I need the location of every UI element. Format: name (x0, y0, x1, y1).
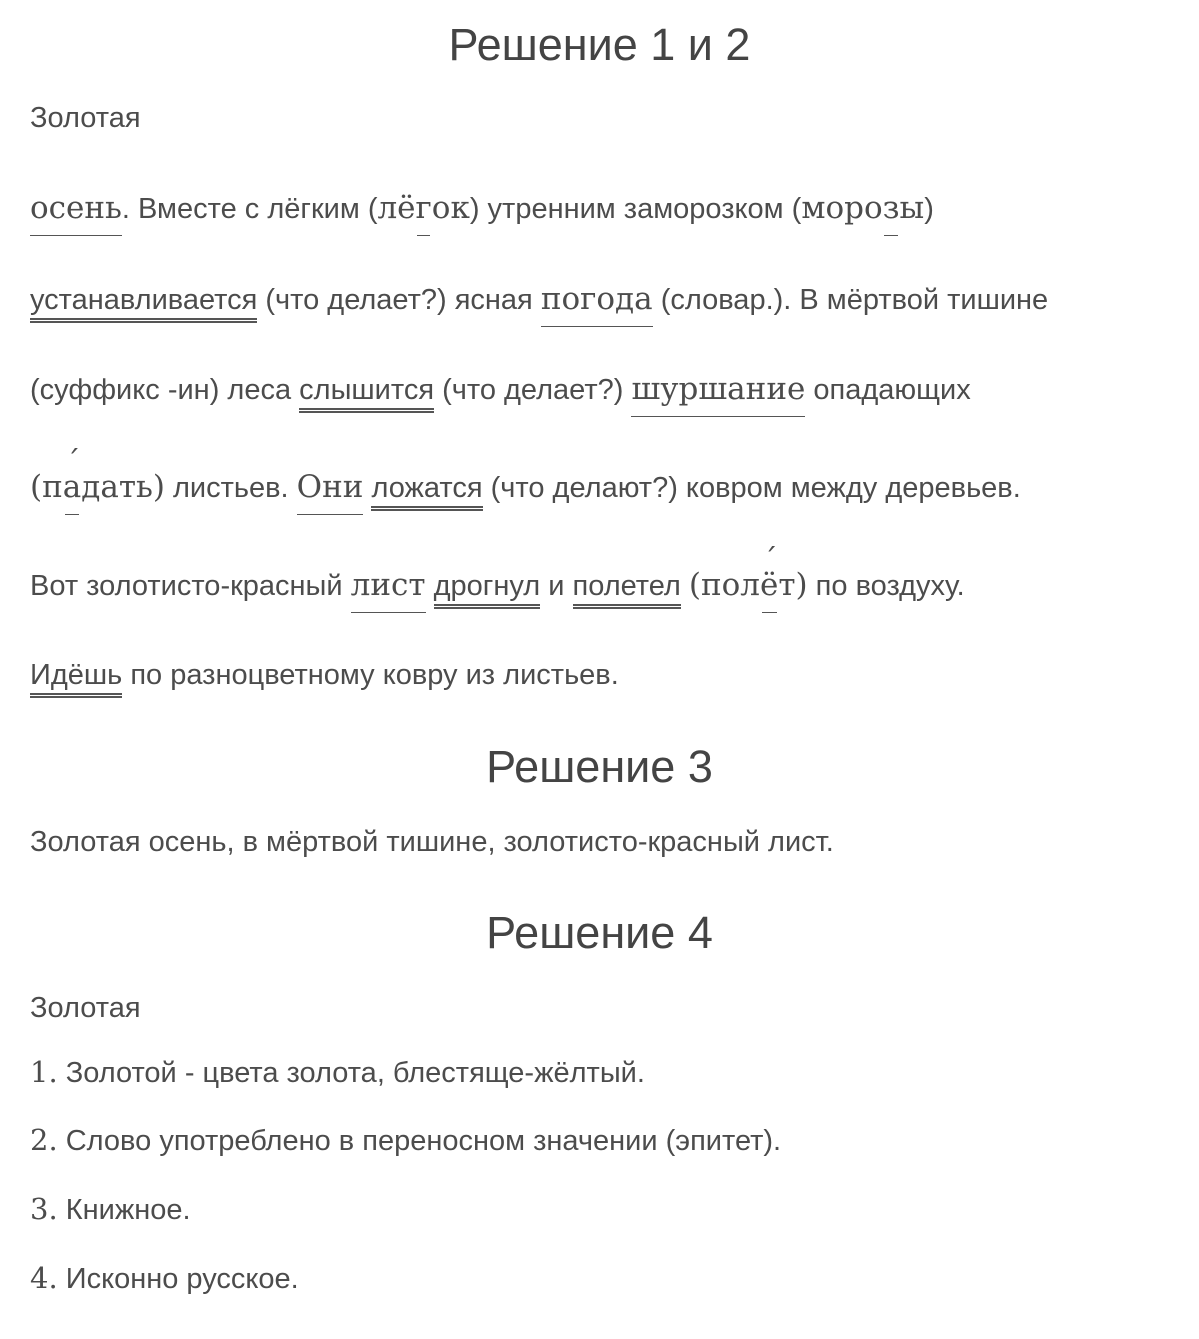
paragraph-line (30, 469, 1021, 505)
predicate-word: слышится (299, 374, 434, 413)
predicate-word: Идёшь (30, 659, 122, 698)
check-word (30, 469, 165, 505)
text-fragment: листьев. (164, 472, 297, 504)
predicate-word: ложатся (371, 472, 482, 511)
list-item (30, 1261, 299, 1295)
list-item (30, 1055, 645, 1089)
check-word (801, 190, 924, 226)
list-number: 1. (30, 1055, 58, 1089)
list-number: 2. (30, 1123, 58, 1157)
list-text: Книжное. (57, 1194, 191, 1226)
text-fragment: и (540, 570, 573, 602)
list-number: 4. (30, 1261, 58, 1295)
heading-solution-4: Решение 4 (486, 907, 713, 958)
check-word (377, 190, 469, 226)
check-word-part: моро (801, 190, 883, 226)
check-word-part: (пол (688, 567, 761, 603)
stressed-letter: ´ ё (760, 570, 778, 601)
subject-word: Они (296, 469, 364, 505)
subject-word: погода (540, 281, 653, 317)
text-fragment: ) (924, 193, 934, 225)
subject-word: осень (30, 190, 122, 226)
paragraph-line (30, 190, 934, 226)
text-fragment: (что делают?) ковром между деревьев. (482, 472, 1021, 504)
text-fragment: Золотая осень, в мёртвой тишине, золотисто-красный лист. (30, 826, 834, 858)
list-text: Исконно русское. (57, 1263, 299, 1295)
check-word-part: лё (377, 190, 416, 226)
subject-word: шуршание (631, 371, 806, 407)
list-text: Слово употреблено в переносном значении (эпитет). (57, 1125, 782, 1157)
check-word-part: ок (431, 190, 470, 226)
check-word-part: дать) (81, 469, 165, 505)
list-number: 3. (30, 1192, 58, 1226)
text-fragment: Золотая (30, 102, 141, 134)
text-fragment: опадающих (805, 374, 971, 406)
list-item (30, 1123, 782, 1157)
subject-word: лист (350, 567, 426, 603)
predicate-word: дрогнул (434, 570, 541, 609)
list-text: Золотой - цвета золота, блестяще-жёлтый. (57, 1057, 645, 1089)
marked-letter: г (415, 190, 432, 226)
text-fragment: ) утренним заморозком ( (469, 193, 802, 225)
predicate-word: устанавливается (30, 284, 257, 323)
text-fragment: по разноцветному ковру из листьев. (122, 659, 619, 691)
text-fragment: Золотая (30, 992, 141, 1024)
paragraph-line (30, 104, 141, 133)
text-fragment: по воздуху. (807, 570, 965, 602)
stressed-letter: ´ а (63, 472, 81, 503)
text-fragment: (что делает?) ясная (257, 284, 541, 316)
heading-solution-3: Решение 3 (486, 741, 713, 792)
predicate-word: полетел (573, 570, 681, 609)
text-fragment: (что делает?) (434, 374, 632, 406)
text-fragment: Вот золотисто-красный (30, 570, 351, 602)
check-word (689, 567, 808, 603)
paragraph-line (30, 567, 965, 603)
paragraph-line (30, 371, 971, 407)
paragraph-line (30, 828, 834, 857)
paragraph-line (30, 661, 619, 690)
text-fragment: (словар.). В мёртвой тишине (652, 284, 1049, 316)
list-item (30, 1192, 191, 1226)
text-fragment: . Вместе с лёгким ( (121, 193, 378, 225)
heading-solution-1-2: Решение 1 и 2 (448, 19, 751, 70)
paragraph-line (30, 994, 141, 1023)
marked-letter: з (882, 190, 900, 226)
check-word-part: т) (778, 567, 808, 603)
paragraph-line (30, 281, 1049, 317)
check-word-part: (п (30, 469, 63, 505)
check-word-part: ы (899, 190, 925, 226)
text-fragment: (суффикс -ин) леса (30, 374, 300, 406)
